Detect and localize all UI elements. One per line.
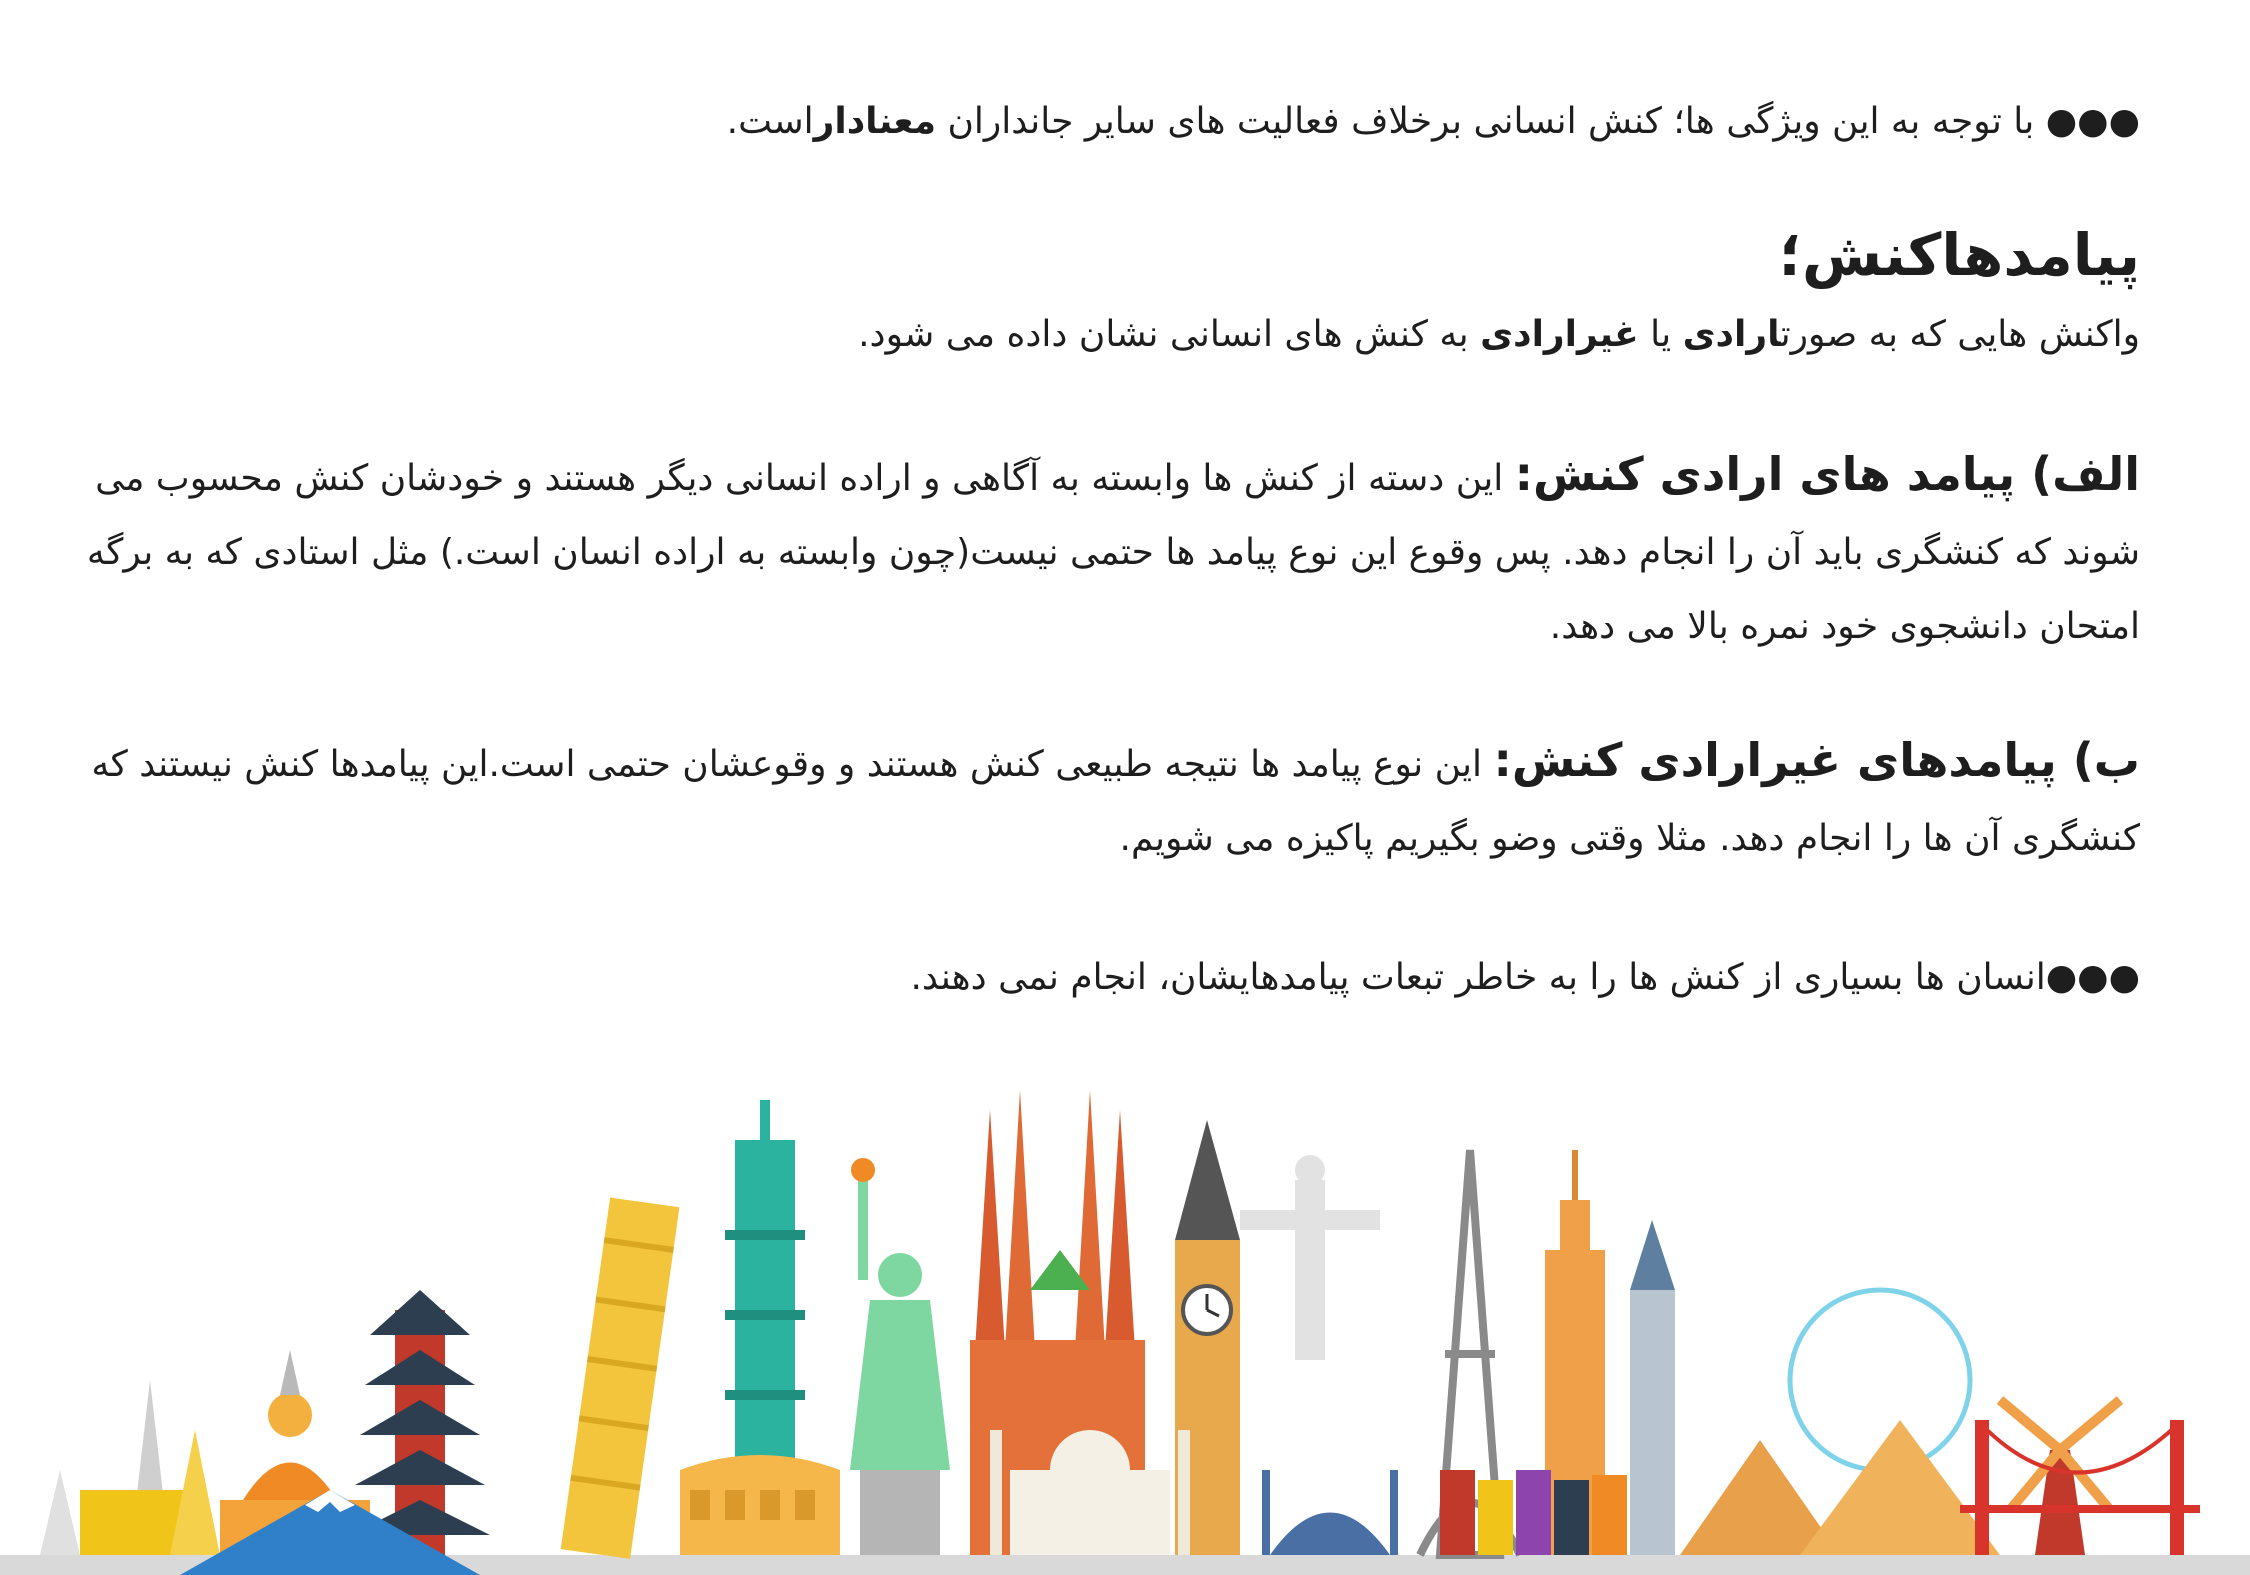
definition-line (858, 308, 2140, 362)
involuntary-label: ب) پیامدهای غیرارادی کنش: (1493, 733, 2140, 787)
houses-icon (1440, 1470, 1627, 1555)
windmill-icon (2000, 1400, 2120, 1555)
world-landmarks-illustration (0, 1050, 2250, 1575)
definition-bold-involuntary: غیرارادی (1480, 314, 1639, 355)
definition-text-1: واکنش هایی که به صورت (1780, 314, 2140, 355)
section-title: پیامدهاکنش؛ (1778, 221, 2140, 289)
ferris-wheel-icon (1790, 1290, 1970, 1470)
intro-line (727, 95, 2140, 149)
bullet-dots: ●●● (2045, 957, 2140, 998)
intro-text-end: است. (726, 101, 814, 142)
intro-text: با توجه به این ویژگی ها؛ کنش انسانی برخلاف فعالیت های سایر جانداران (936, 101, 2046, 142)
closing-line (910, 951, 2140, 1005)
definition-bold-voluntary: ارادی (1682, 314, 1781, 355)
chrysler-building-icon (1630, 1220, 1675, 1555)
christ-redeemer-icon (1240, 1155, 1380, 1360)
closing-text: انسان ها بسیاری از کنش ها را به خاطر تبعات پیامدهایشان، انجام نمی دهند. (910, 957, 2046, 998)
mosque-icon (1262, 1470, 1398, 1555)
involuntary-paragraph (60, 723, 2140, 876)
temple-icon (40, 1380, 220, 1555)
bullet-dots: ●●● (2045, 101, 2140, 142)
voluntary-text: این دسته از کنش ها وابسته به آگاهی و اراده انسانی دیگر هستند و خودشان کنش محسوب می شوند که کنشگری باید آن را انجام دهد. پس وقوع این نوع پیامد ها حتمی نیست(چون وابسته به اراده انسان است.) مثل استادی که به برگه امتحان دانشجوی خود نمره بالا می دهد. (86, 458, 2140, 647)
definition-text-2: یا (1638, 314, 1683, 355)
leaning-tower-icon (561, 1198, 680, 1559)
colosseum-icon (680, 1455, 840, 1555)
statue-of-liberty-icon (850, 1158, 950, 1555)
involuntary-text: این نوع پیامد ها نتیجه طبیعی کنش هستند و وقوعشان حتمی است.این پیامدها کنش نیستند که کنشگری آن ها را انجام دهد. مثلا وقتی وضو بگیریم پاکیزه می شویم. (91, 744, 2140, 859)
definition-text-3: به کنش های انسانی نشان داده می شود. (858, 314, 1481, 355)
voluntary-label: الف) پیامد های ارادی کنش: (1514, 447, 2140, 501)
voluntary-paragraph (60, 437, 2140, 664)
intro-bold-word: معنادار (813, 101, 937, 142)
